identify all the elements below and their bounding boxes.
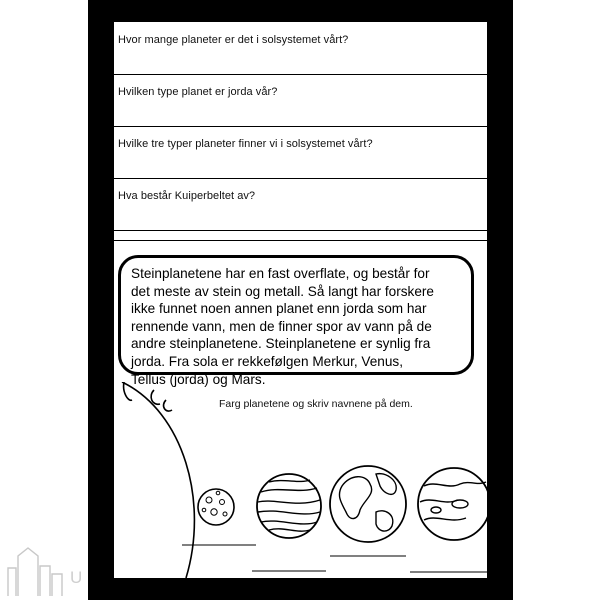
question-text: Hvor mange planeter er det i solsystemet vårt?	[118, 34, 349, 46]
info-line: rennende vann, men de finner spor av vann på de	[131, 318, 432, 334]
question-text: Hvilken type planet er jorda vår?	[118, 86, 278, 98]
frame-top	[88, 0, 513, 22]
earth-icon	[330, 466, 406, 542]
question-row[interactable]	[114, 126, 487, 179]
info-panel	[118, 255, 474, 387]
question-row[interactable]	[114, 22, 487, 75]
frame-left	[88, 0, 114, 600]
worksheet-page	[114, 22, 487, 578]
info-line: Tellus (jorda) og Mars.	[131, 371, 266, 387]
venus-icon	[257, 474, 321, 538]
section-divider	[114, 230, 487, 241]
instruction-text: Farg planetene og skriv navnene på dem.	[219, 398, 413, 410]
question-row[interactable]	[114, 74, 487, 127]
name-write-line[interactable]	[182, 545, 487, 572]
info-line: Steinplanetene har en fast overflate, og består for	[131, 266, 430, 281]
frame-bottom	[88, 578, 513, 600]
watermark-text: U	[70, 568, 86, 587]
mars-icon	[418, 468, 487, 540]
info-line: ikke funnet noen annen planet enn jorda som har	[131, 301, 427, 317]
sun-edge-icon	[122, 382, 194, 578]
mercury-icon	[198, 489, 234, 525]
question-text: Hvilke tre typer planeter finner vi i solsystemet vårt?	[118, 138, 373, 150]
planet-illustration	[114, 382, 487, 578]
info-line: andre steinplanetene. Steinplanetene er synlig fra	[131, 336, 431, 352]
info-line: jorda. Fra sola er rekkefølgen Merkur, Venus,	[131, 353, 403, 369]
info-line: det meste av stein og metall. Så langt har forskere	[131, 283, 434, 299]
frame-right	[487, 0, 513, 600]
question-text: Hva består Kuiperbeltet av?	[118, 190, 256, 202]
question-row[interactable]	[114, 178, 487, 231]
